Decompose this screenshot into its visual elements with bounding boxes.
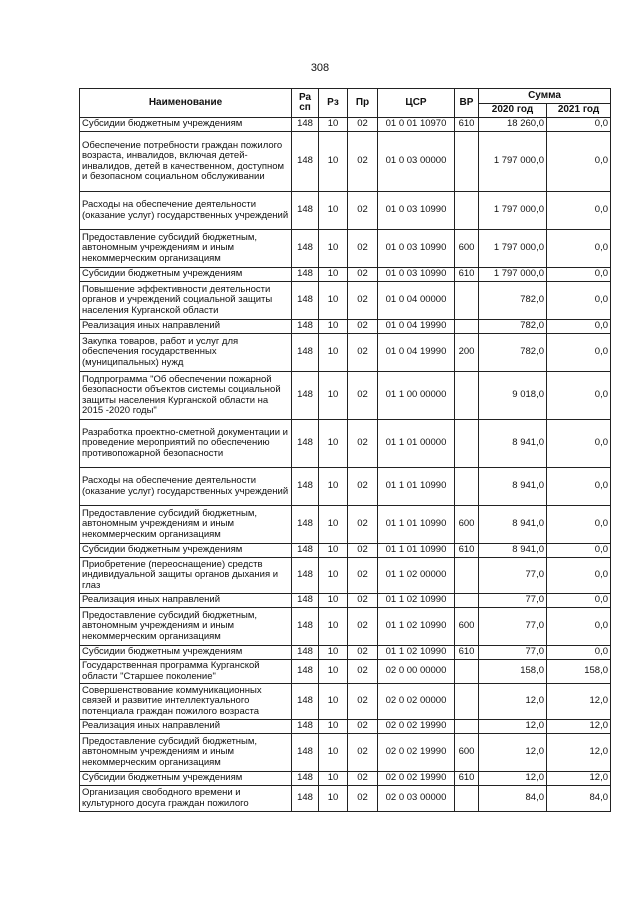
cell-pr: 02	[348, 786, 378, 812]
cell-y2020: 18 260,0	[479, 118, 547, 132]
table-row	[80, 320, 611, 334]
cell-y2020: 12,0	[479, 734, 547, 772]
cell-y2020: 8 941,0	[479, 468, 547, 506]
cell-rasp: 148	[292, 720, 319, 734]
cell-name: Субсидии бюджетным учреждениям	[80, 268, 292, 282]
cell-rz: 10	[319, 468, 348, 506]
cell-name: Подпрограмма "Об обеспечении пожарной безопасности объектов системы социальной защиты населения Курганской области на 2015 -2020 годы"	[80, 372, 292, 420]
table-row	[80, 684, 611, 720]
cell-y2020: 782,0	[479, 320, 547, 334]
cell-y2020: 8 941,0	[479, 506, 547, 544]
cell-rasp: 148	[292, 506, 319, 544]
cell-y2021: 84,0	[547, 786, 611, 812]
cell-rz: 10	[319, 420, 348, 468]
cell-vr	[455, 282, 479, 320]
cell-name: Субсидии бюджетным учреждениям	[80, 772, 292, 786]
cell-y2020: 12,0	[479, 720, 547, 734]
cell-rasp: 148	[292, 230, 319, 268]
cell-csr: 01 0 03 10990	[378, 192, 455, 230]
cell-y2020: 77,0	[479, 608, 547, 646]
header-rasp: Ра сп	[292, 89, 319, 118]
cell-vr: 610	[455, 646, 479, 660]
table-row	[80, 594, 611, 608]
cell-y2021: 12,0	[547, 684, 611, 720]
cell-name: Организация свободного времени и культурного досуга граждан пожилого	[80, 786, 292, 812]
cell-pr: 02	[348, 468, 378, 506]
cell-y2020: 77,0	[479, 646, 547, 660]
cell-csr: 02 0 02 19990	[378, 720, 455, 734]
cell-csr: 01 1 01 10990	[378, 506, 455, 544]
cell-csr: 01 1 00 00000	[378, 372, 455, 420]
header-2021: 2021 год	[547, 104, 611, 118]
cell-csr: 02 0 00 00000	[378, 660, 455, 684]
cell-y2021: 0,0	[547, 506, 611, 544]
cell-pr: 02	[348, 268, 378, 282]
cell-y2021: 0,0	[547, 372, 611, 420]
cell-rz: 10	[319, 230, 348, 268]
cell-y2020: 158,0	[479, 660, 547, 684]
cell-csr: 01 0 03 00000	[378, 132, 455, 192]
cell-rasp: 148	[292, 660, 319, 684]
cell-y2020: 782,0	[479, 334, 547, 372]
table-row	[80, 660, 611, 684]
cell-rz: 10	[319, 118, 348, 132]
cell-rasp: 148	[292, 544, 319, 558]
table-row	[80, 420, 611, 468]
header-vr: ВР	[455, 89, 479, 118]
cell-pr: 02	[348, 372, 378, 420]
cell-y2021: 0,0	[547, 558, 611, 594]
cell-csr: 01 0 03 10990	[378, 230, 455, 268]
cell-csr: 02 0 02 00000	[378, 684, 455, 720]
table-row	[80, 646, 611, 660]
cell-vr	[455, 558, 479, 594]
cell-y2021: 0,0	[547, 268, 611, 282]
cell-rz: 10	[319, 320, 348, 334]
table-row	[80, 118, 611, 132]
header-csr: ЦСР	[378, 89, 455, 118]
cell-y2021: 12,0	[547, 720, 611, 734]
cell-name: Предоставление субсидий бюджетным, автономным учреждениям и иным некоммерческим организациям	[80, 734, 292, 772]
cell-vr: 610	[455, 268, 479, 282]
cell-y2021: 0,0	[547, 334, 611, 372]
cell-vr	[455, 468, 479, 506]
cell-y2021: 0,0	[547, 544, 611, 558]
cell-rasp: 148	[292, 734, 319, 772]
cell-y2020: 1 797 000,0	[479, 230, 547, 268]
cell-vr: 600	[455, 506, 479, 544]
cell-y2020: 1 797 000,0	[479, 132, 547, 192]
cell-vr	[455, 594, 479, 608]
table-row	[80, 608, 611, 646]
cell-vr	[455, 660, 479, 684]
cell-rz: 10	[319, 660, 348, 684]
cell-pr: 02	[348, 772, 378, 786]
cell-vr	[455, 420, 479, 468]
table-row	[80, 786, 611, 812]
cell-y2021: 0,0	[547, 594, 611, 608]
header-sum: Сумма	[479, 89, 611, 104]
page-number: 308	[310, 62, 330, 74]
budget-table	[79, 88, 611, 812]
cell-name: Закупка товаров, работ и услуг для обеспечения государственных (муниципальных) нужд	[80, 334, 292, 372]
cell-csr: 01 1 02 00000	[378, 558, 455, 594]
cell-pr: 02	[348, 320, 378, 334]
cell-name: Субсидии бюджетным учреждениям	[80, 646, 292, 660]
cell-rasp: 148	[292, 118, 319, 132]
cell-y2020: 12,0	[479, 772, 547, 786]
cell-name: Предоставление субсидий бюджетным, автономным учреждениям и иным некоммерческим организациям	[80, 230, 292, 268]
cell-pr: 02	[348, 594, 378, 608]
cell-vr	[455, 786, 479, 812]
cell-y2020: 1 797 000,0	[479, 192, 547, 230]
cell-rasp: 148	[292, 608, 319, 646]
cell-name: Реализация иных направлений	[80, 594, 292, 608]
cell-y2020: 12,0	[479, 684, 547, 720]
table-row	[80, 132, 611, 192]
cell-rasp: 148	[292, 594, 319, 608]
cell-pr: 02	[348, 558, 378, 594]
cell-rz: 10	[319, 646, 348, 660]
cell-rz: 10	[319, 734, 348, 772]
cell-y2021: 0,0	[547, 420, 611, 468]
header-2020: 2020 год	[479, 104, 547, 118]
cell-vr	[455, 720, 479, 734]
cell-pr: 02	[348, 646, 378, 660]
cell-name: Обеспечение потребности граждан пожилого возраста, инвалидов, включая детей-инвалидов, детей в качественном, доступном и безопасном социальном обслуживании	[80, 132, 292, 192]
cell-pr: 02	[348, 230, 378, 268]
cell-y2021: 0,0	[547, 132, 611, 192]
cell-name: Субсидии бюджетным учреждениям	[80, 118, 292, 132]
cell-rasp: 148	[292, 468, 319, 506]
cell-y2020: 77,0	[479, 594, 547, 608]
cell-y2021: 158,0	[547, 660, 611, 684]
cell-name: Реализация иных направлений	[80, 320, 292, 334]
cell-vr: 200	[455, 334, 479, 372]
cell-pr: 02	[348, 720, 378, 734]
cell-pr: 02	[348, 734, 378, 772]
cell-csr: 01 1 01 00000	[378, 420, 455, 468]
cell-pr: 02	[348, 660, 378, 684]
cell-y2020: 84,0	[479, 786, 547, 812]
cell-pr: 02	[348, 334, 378, 372]
cell-rasp: 148	[292, 786, 319, 812]
cell-rz: 10	[319, 282, 348, 320]
cell-csr: 02 0 03 00000	[378, 786, 455, 812]
cell-vr	[455, 320, 479, 334]
cell-rz: 10	[319, 772, 348, 786]
header-rz: Рз	[319, 89, 348, 118]
cell-rz: 10	[319, 372, 348, 420]
cell-pr: 02	[348, 192, 378, 230]
cell-rasp: 148	[292, 334, 319, 372]
cell-rz: 10	[319, 506, 348, 544]
cell-csr: 01 0 01 10970	[378, 118, 455, 132]
table-row	[80, 268, 611, 282]
cell-rasp: 148	[292, 646, 319, 660]
cell-vr: 610	[455, 544, 479, 558]
table-row	[80, 372, 611, 420]
cell-csr: 01 1 02 10990	[378, 594, 455, 608]
cell-rasp: 148	[292, 192, 319, 230]
cell-csr: 01 0 04 19990	[378, 334, 455, 372]
cell-name: Предоставление субсидий бюджетным, автономным учреждениям и иным некоммерческим организациям	[80, 506, 292, 544]
cell-csr: 01 1 02 10990	[378, 646, 455, 660]
cell-rasp: 148	[292, 372, 319, 420]
table-row	[80, 734, 611, 772]
header-pr: Пр	[348, 89, 378, 118]
cell-name: Предоставление субсидий бюджетным, автономным учреждениям и иным некоммерческим организациям	[80, 608, 292, 646]
cell-rz: 10	[319, 268, 348, 282]
cell-rz: 10	[319, 684, 348, 720]
cell-vr: 610	[455, 772, 479, 786]
table-row	[80, 544, 611, 558]
cell-rasp: 148	[292, 420, 319, 468]
table-row	[80, 282, 611, 320]
cell-csr: 02 0 02 19990	[378, 734, 455, 772]
cell-rz: 10	[319, 608, 348, 646]
cell-vr: 600	[455, 734, 479, 772]
cell-y2021: 0,0	[547, 192, 611, 230]
cell-y2021: 12,0	[547, 734, 611, 772]
cell-y2020: 9 018,0	[479, 372, 547, 420]
cell-rasp: 148	[292, 558, 319, 594]
cell-rz: 10	[319, 132, 348, 192]
cell-csr: 01 1 01 10990	[378, 544, 455, 558]
cell-csr: 02 0 02 19990	[378, 772, 455, 786]
cell-y2021: 0,0	[547, 646, 611, 660]
cell-vr	[455, 684, 479, 720]
cell-rasp: 148	[292, 132, 319, 192]
cell-name: Реализация иных направлений	[80, 720, 292, 734]
table-body	[80, 118, 611, 812]
cell-csr: 01 1 01 10990	[378, 468, 455, 506]
cell-name: Субсидии бюджетным учреждениям	[80, 544, 292, 558]
cell-rz: 10	[319, 558, 348, 594]
table-row	[80, 720, 611, 734]
table-row	[80, 192, 611, 230]
cell-rasp: 148	[292, 772, 319, 786]
cell-name: Государственная программа Курганской области "Старшее поколение"	[80, 660, 292, 684]
cell-pr: 02	[348, 132, 378, 192]
cell-vr	[455, 192, 479, 230]
cell-csr: 01 0 03 10990	[378, 268, 455, 282]
cell-pr: 02	[348, 608, 378, 646]
cell-y2021: 0,0	[547, 320, 611, 334]
cell-y2021: 0,0	[547, 282, 611, 320]
cell-pr: 02	[348, 544, 378, 558]
cell-rasp: 148	[292, 282, 319, 320]
cell-rasp: 148	[292, 320, 319, 334]
cell-name: Расходы на обеспечение деятельности (оказание услуг) государственных учреждений	[80, 468, 292, 506]
table-row	[80, 772, 611, 786]
table-row	[80, 230, 611, 268]
cell-vr: 600	[455, 230, 479, 268]
cell-y2021: 0,0	[547, 230, 611, 268]
cell-vr	[455, 132, 479, 192]
cell-pr: 02	[348, 118, 378, 132]
table-row	[80, 558, 611, 594]
cell-y2021: 0,0	[547, 608, 611, 646]
table-row	[80, 506, 611, 544]
cell-csr: 01 0 04 19990	[378, 320, 455, 334]
cell-pr: 02	[348, 282, 378, 320]
cell-y2020: 77,0	[479, 558, 547, 594]
cell-y2021: 0,0	[547, 468, 611, 506]
cell-rz: 10	[319, 594, 348, 608]
cell-name: Разработка проектно-сметной документации и проведение мероприятий по обеспечению противопожарной безопасности	[80, 420, 292, 468]
cell-y2021: 0,0	[547, 118, 611, 132]
cell-rz: 10	[319, 720, 348, 734]
cell-vr: 610	[455, 118, 479, 132]
cell-rasp: 148	[292, 268, 319, 282]
cell-name: Совершенствование коммуникационных связей и развитие интеллектуального потенциала граждан пожилого возраста	[80, 684, 292, 720]
cell-y2020: 8 941,0	[479, 544, 547, 558]
cell-y2021: 12,0	[547, 772, 611, 786]
cell-pr: 02	[348, 420, 378, 468]
table-row	[80, 334, 611, 372]
cell-rz: 10	[319, 786, 348, 812]
cell-name: Расходы на обеспечение деятельности (оказание услуг) государственных учреждений	[80, 192, 292, 230]
cell-vr: 600	[455, 608, 479, 646]
cell-csr: 01 1 02 10990	[378, 608, 455, 646]
header-row	[80, 89, 611, 104]
cell-vr	[455, 372, 479, 420]
cell-y2020: 1 797 000,0	[479, 268, 547, 282]
cell-pr: 02	[348, 684, 378, 720]
cell-y2020: 8 941,0	[479, 420, 547, 468]
cell-rz: 10	[319, 544, 348, 558]
cell-rasp: 148	[292, 684, 319, 720]
header-name: Наименование	[80, 89, 292, 118]
cell-name: Приобретение (переоснащение) средств индивидуальной защиты органов дыхания и глаз	[80, 558, 292, 594]
table-row	[80, 468, 611, 506]
cell-name: Повышение эффективности деятельности органов и учреждений социальной защиты населения Курганской области	[80, 282, 292, 320]
cell-rz: 10	[319, 192, 348, 230]
cell-csr: 01 0 04 00000	[378, 282, 455, 320]
cell-pr: 02	[348, 506, 378, 544]
cell-rz: 10	[319, 334, 348, 372]
cell-y2020: 782,0	[479, 282, 547, 320]
